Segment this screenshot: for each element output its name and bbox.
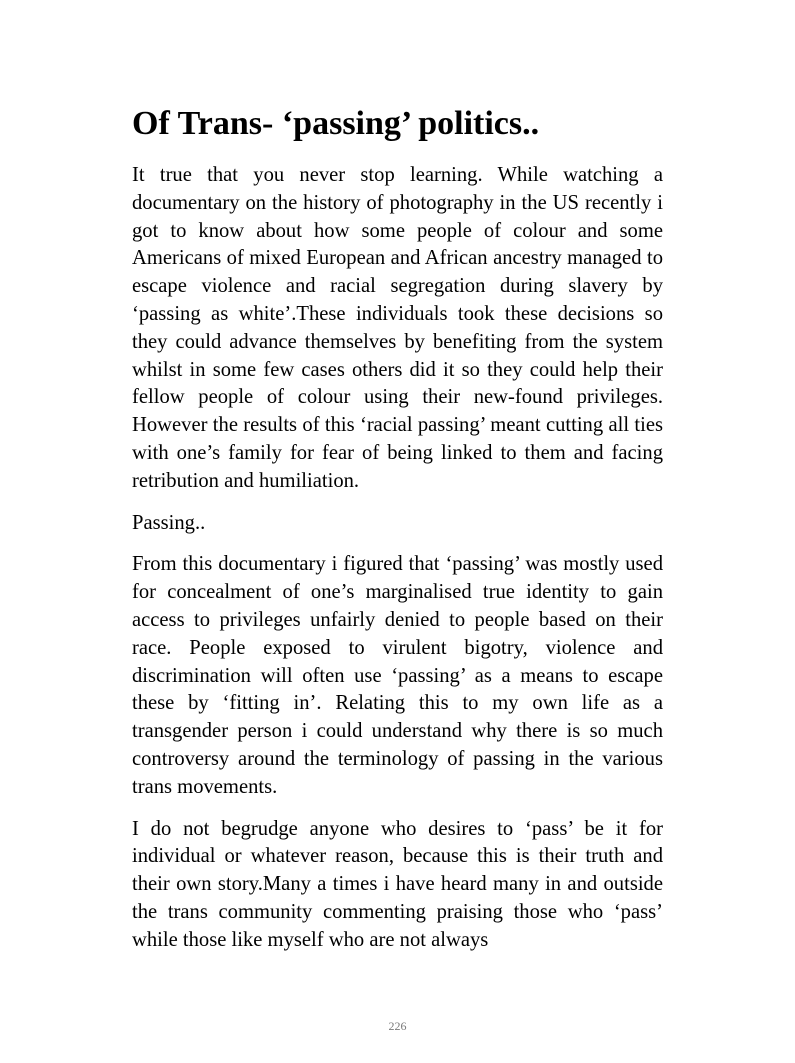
section-heading-passing: Passing.. <box>132 511 206 534</box>
paragraph-intro: It true that you never stop learning. While watching a documentary on the history of photography in the US recently i got to know about how some people of colour and some Americans of mixed European and African ancestry managed to escape violence and racial segregation during slavery by ‘passing as white’.These individuals took these decisions so they could advance themselves by benefiting from the system whilst in some few cases others did it so they could help their fellow people of colour using their new-found privileges. However the results of this ‘racial passing’ meant cutting all ties with one’s family for fear of being linked to them and facing retribution and humiliation. <box>132 164 663 492</box>
page-content <box>132 104 663 969</box>
page-number: 226 <box>388 1019 407 1033</box>
paragraph-begrudge: I do not begrudge anyone who desires to ‘pass’ be it for individual or whatever reason, because this is their truth and their own story.Many a times i have heard many in and outside the trans community commenting praising those who ‘pass’ while those like myself who are not always <box>132 817 663 951</box>
chapter-title: Of Trans- ‘passing’ politics.. <box>132 105 540 142</box>
paragraph-documentary: From this documentary i figured that ‘passing’ was mostly used for concealment of one’s marginalised true identity to gain access to privileges unfairly denied to people based on their race. People exposed to virulent bigotry, violence and discrimination will often use ‘passing’ as a means to escape these by ‘fitting in’. Relating this to my own life as a transgender person i could understand why there is so much controversy around the terminology of passing in the various trans movements. <box>132 553 663 798</box>
